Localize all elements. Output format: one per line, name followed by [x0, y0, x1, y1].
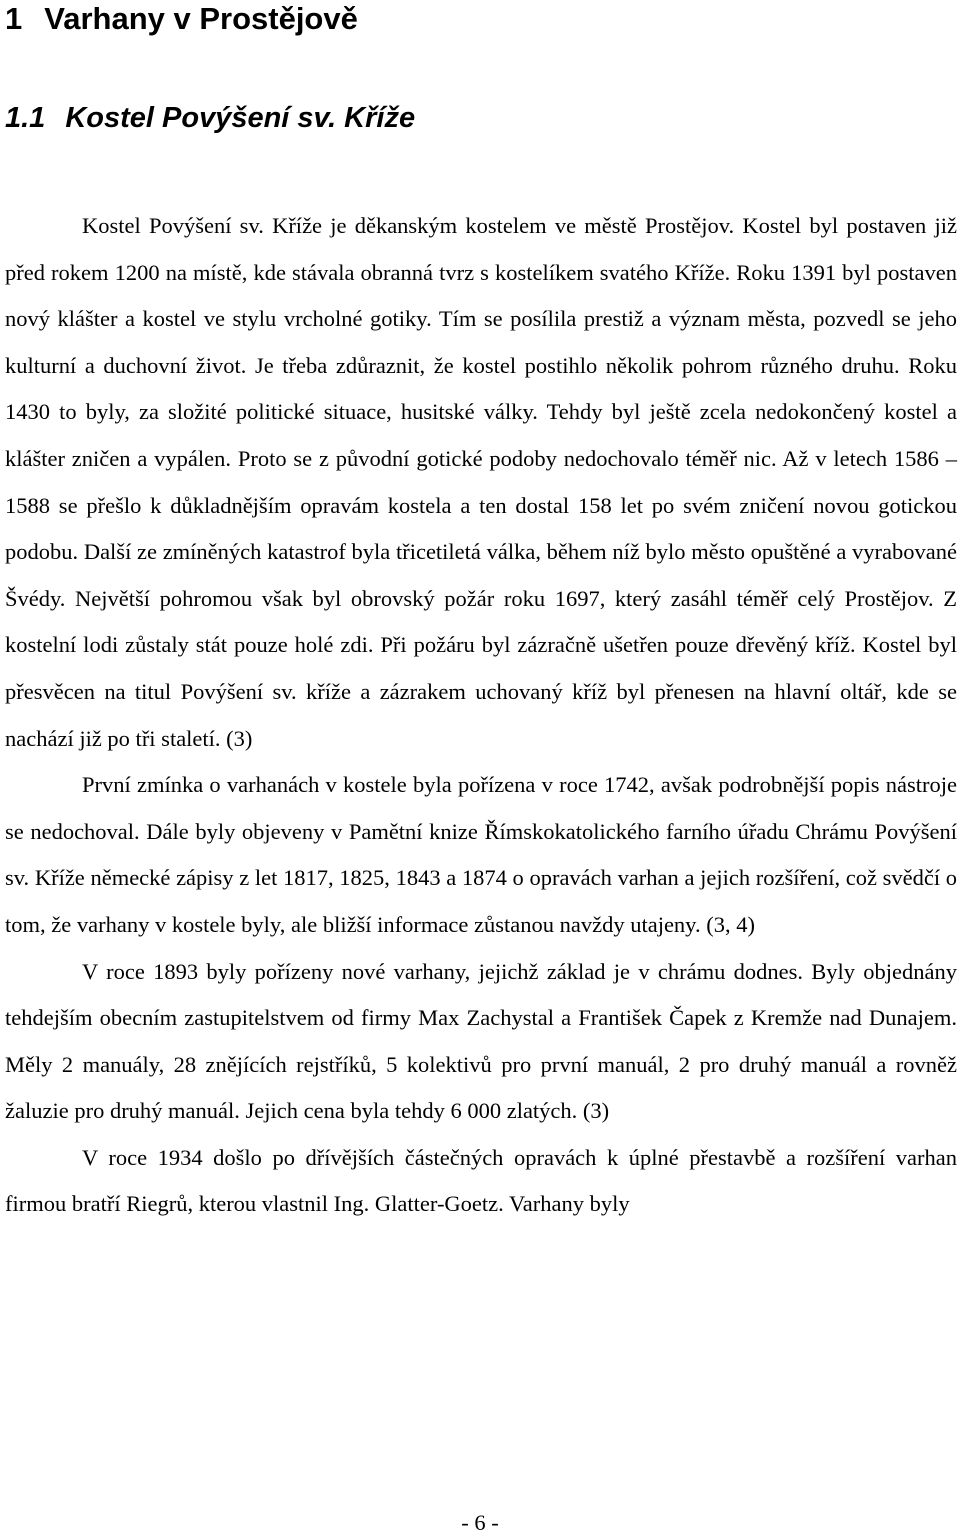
chapter-number: 1: [5, 1, 23, 36]
section-heading: [5, 100, 415, 136]
chapter-title: Varhany v Prostějově: [44, 1, 358, 36]
paragraph: V roce 1934 došlo po dřívějších částečných opravách k úplné přestavbě a rozšíření varhan firmou bratří Riegrů, kterou vlastnil Ing. Glatter-Goetz. Varhany byly: [5, 1144, 957, 1217]
paragraph: V roce 1893 byly pořízeny nové varhany, jejichž základ je v chrámu dodnes. Byly objednány tehdejším obecním zastupitelstvem od firmy Max Zachystal a František Čapek z Kremže nad Dunajem. Měly 2 manuály, 28 znějících rejstříků, 5 kolektivů pro první manuál, 2 pro druhý manuál a rovněž žaluzie pro druhý manuál. Jejich cena byla tehdy 6 000 zlatých. (3): [5, 958, 957, 1124]
body-text: [5, 203, 957, 1228]
section-title: Kostel Povýšení sv. Kříže: [65, 102, 416, 134]
page-number: - 6 -: [461, 1510, 499, 1535]
chapter-heading: [5, 0, 358, 38]
paragraph: První zmínka o varhanách v kostele byla pořízena v roce 1742, avšak podrobnější popis nástroje se nedochoval. Dále byly objeveny v Pamětní knize Římskokatolického farního úřadu Chrámu Povýšení sv. Kříže německé zápisy z let 1817, 1825, 1843 a 1874 o opravách varhan a jejich rozšíření, což svědčí o tom, že varhany v kostele byly, ale bližší informace zůstanou navždy utajeny. (3, 4): [5, 772, 957, 937]
section-number: 1.1: [5, 102, 46, 134]
paragraph: Kostel Povýšení sv. Kříže je děkanským kostelem ve městě Prostějov. Kostel byl postaven již před rokem 1200 na místě, kde stávala obranná tvrz s kostelíkem svatého Kříže. Roku 1391 byl postaven nový klášter a kostel ve stylu vrcholné gotiky. Tím se posílila prestiž a význam města, pozvedl se jeho kulturní a duchovní život. Je třeba zdůraznit, že kostel postihlo několik pohrom různého druhu. Roku 1430 to byly, za složité politické situace, husitské války. Tehdy byl ještě zcela nedokončený kostel a klášter zničen a vypálen. Proto se z původní gotické podoby nedochovalo téměř nic. Až v letech 1586 – 1588 se přešlo k důkladnějším opravám kostela a ten dostal 158 let po svém zničení novou gotickou podobu. Další ze zmíněných katastrof byla třicetiletá válka, během níž bylo město opuštěné a vyrabované Švédy. Největší pohromou však byl obrovský požár roku 1697, který zasáhl téměř celý Prostějov. Z kostelní lodi zůstaly stát pouze holé zdi. Při požáru byl zázračně ušetřen pouze dřevěný kříž. Kostel byl přesvěcen na titul Povýšení sv. kříže a zázrakem uchovaný kříž byl přenesen na hlavní oltář, kde se nachází již po tři staletí. (3): [5, 213, 957, 751]
